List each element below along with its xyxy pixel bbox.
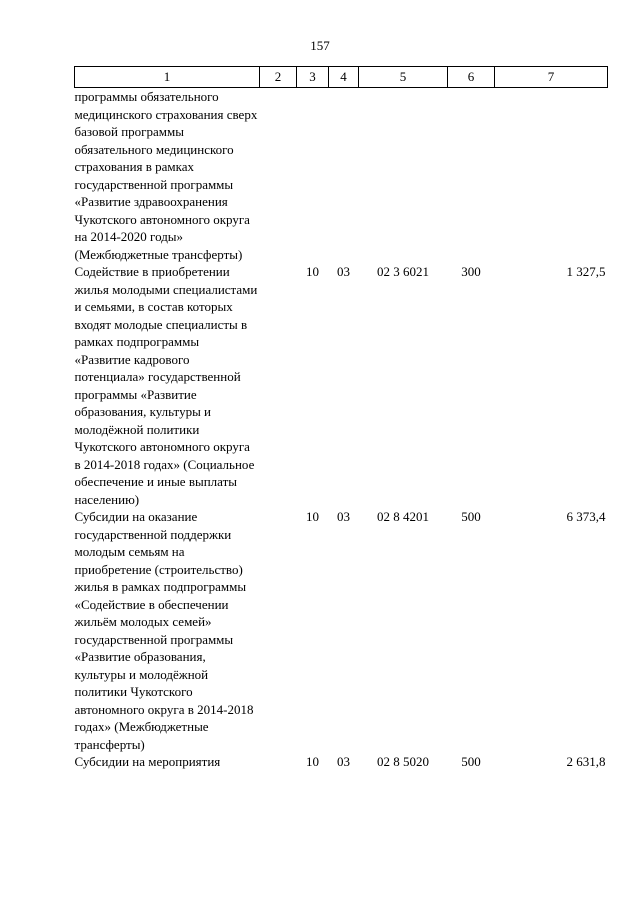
row-description: Субсидии на мероприятия: [74, 754, 221, 769]
row-section: 10: [306, 754, 319, 769]
header-col-5: 5: [359, 67, 448, 88]
table-body: [75, 88, 608, 771]
table-row: [75, 508, 608, 753]
row-expense-type: 500: [461, 509, 481, 524]
row-amount: 2 631,8: [566, 754, 606, 769]
table-row: [75, 88, 608, 264]
row-target-item: 02 8 5020: [377, 754, 429, 769]
row-section: [297, 88, 329, 264]
row-col-2: [260, 263, 297, 508]
row-target-item: [359, 88, 448, 264]
row-col-2: [260, 88, 297, 264]
header-row: [75, 67, 608, 88]
table-row: [75, 263, 608, 508]
header-col-2: 2: [260, 67, 297, 88]
row-section: 10: [306, 264, 319, 279]
header-col-4: 4: [329, 67, 359, 88]
header-col-7: 7: [495, 67, 608, 88]
budget-table: [74, 66, 608, 771]
row-expense-type: 500: [461, 754, 481, 769]
table-header: [75, 67, 608, 88]
header-col-6: 6: [448, 67, 495, 88]
row-target-item: 02 8 4201: [377, 509, 429, 524]
page-number: 157: [310, 38, 330, 53]
row-amount: 6 373,4: [566, 509, 606, 524]
header-col-1: 1: [75, 67, 260, 88]
row-subsection: 03: [337, 754, 350, 769]
table-row: [75, 753, 608, 771]
row-subsection: [329, 88, 359, 264]
row-col-2: [260, 753, 297, 771]
row-amount: 1 327,5: [566, 264, 606, 279]
row-target-item: 02 3 6021: [377, 264, 429, 279]
row-description: Субсидии на оказание государственной поддержки молодым семьям на приобретение (строительство) жилья в рамках подпрограммы «Содействие в обеспечении жильём молодых семей» государственной программы «Развитие образования, культуры и молодёжной политики Чукотского автономного округа в 2014-2018 годах» (Межбюджетные трансферты): [74, 509, 254, 752]
row-description: Содействие в приобретении жилья молодыми специалистами и семьями, в состав которых входят молодые специалисты в рамках подпрограммы «Развитие кадрового потенциала» государственной программы «Развитие образования, культуры и молодёжной политики Чукотского автономного округа в 2014-2018 годах» (Социальное обеспечение и иные выплаты населению): [74, 264, 258, 507]
row-description: программы обязательного медицинского страхования сверх базовой программы обязательного медицинского страхования в рамках государственной программы «Развитие здравоохранения Чукотского автономного округа на 2014-2020 годы» (Межбюджетные трансферты): [74, 89, 258, 262]
row-expense-type: 300: [461, 264, 481, 279]
row-subsection: 03: [337, 264, 350, 279]
row-expense-type: [448, 88, 495, 264]
row-col-2: [260, 508, 297, 753]
row-amount: [495, 88, 608, 264]
row-subsection: 03: [337, 509, 350, 524]
row-section: 10: [306, 509, 319, 524]
header-col-3: 3: [297, 67, 329, 88]
